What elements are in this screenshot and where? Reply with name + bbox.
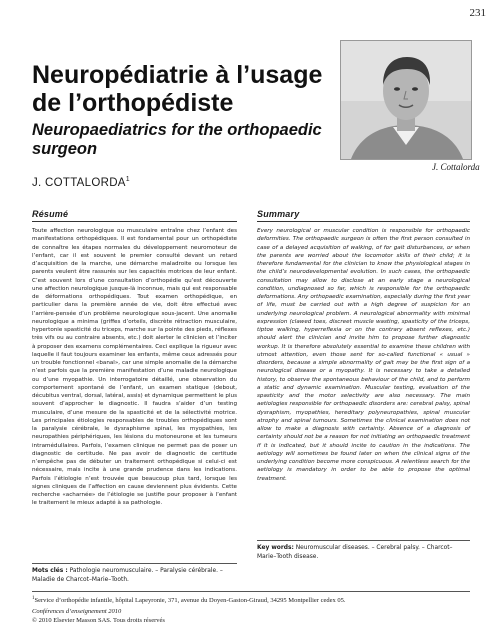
keywords-en-separator — [257, 540, 470, 541]
resume-heading-rule — [32, 221, 237, 222]
page-number: 231 — [469, 7, 486, 19]
resume-heading: Résumé — [32, 209, 69, 219]
author-portrait-image — [341, 41, 471, 159]
affiliation-footnote — [32, 594, 470, 605]
summary-text: Every neurological or muscular condition is responsible for orthopaedic deformities. The orthopaedic surgeon is often the first person consulted in case of a delayed acquisition of walking, of for gait disturbances, or when the parents are worried about the locomotor skills of their child; it is therefore fundamental for the clinician to know the physiological stages in the child’s neurodevelopmental evolution. In such cases, the orthopaedic consultation may allow to disclose at an early stage a neurological condition, undiagnosed so far, which is responsible for the orthopaedic deformations. Any orthopaedic examination, especially during the first year of life, must be carried out with a high degree of suspicion for an underlying neurological problem. A neurological abnormality with minimal expression (clawed toes, discreet muscle wasting, spasticity of the triceps, tiptoe walking, hyperreflexia or on the contrary absent reflexes, etc.) should alert the clinician and invite him to propose further diagnostic workup. It is therefore absolutely essential to examine these children with utmost attention, even those sent for so-called functional « usual » disorders, because a simple abnormality of gait may be the first sign of a neurological disease or a myopathy. It is necessary to take a detailed history, to observe the spontaneous behaviour of the child, and to perform a static and dynamic examination. Muscular testing, evaluation of the spasticity and the motor selectivity are also necessary. The main aetiologies responsible for orthopaedic disorders are: cerebral palsy, spinal dysraphism, myopathies, hereditary polyneuropathies, spinal muscular atrophy and spinal tumours. Sometimes the clinical examination does not allow to make a diagnosis with certainty. Absence of a diagnosis of certainty should not be a reason for not initiating an orthopaedic treatment if it is indicated, but it should incite to caution in the indications. The aetiology will sometimes be found later on when the clinical signs of the underlying condition become more conspicuous. A relentless search for the aetiology is mandatory in order to be able to propose the optimal treatment. — [257, 228, 470, 482]
footnote-text: Service d’orthopédie infantile, hôpital Lapeyronie, 371, avenue du Doyen-Gaston-Giraud, 34295 Montpellier cedex 05. — [34, 597, 346, 605]
author-affiliation-mark: 1 — [125, 176, 130, 183]
article-title: Neuropédiatrie à l’usage de l’orthopédiste — [32, 61, 323, 117]
keywords-fr-separator — [32, 563, 237, 564]
keywords-fr-text: Pathologie neuromusculaire. – Paralysie cérébrale. – Maladie de Charcot–Marie–Tooth. — [32, 568, 223, 583]
keywords-en-text: Neuromuscular diseases. – Cerebral palsy. – Charcot–Marie–Tooth disease. — [257, 545, 453, 560]
footnote-rule — [32, 591, 470, 592]
keywords-en-label: Key words: — [257, 545, 294, 551]
author-line — [32, 176, 130, 189]
article-subtitle: Neuropaediatrics for the orthopaedic surgeon — [32, 121, 322, 158]
author-photo — [340, 40, 472, 160]
summary-heading: Summary — [257, 209, 300, 219]
photo-caption: J. Cottalorda — [432, 162, 480, 172]
summary-heading-rule — [257, 221, 470, 222]
footnote-mark: 1 — [32, 596, 35, 601]
copyright-notice: © 2010 Elsevier Masson SAS. Tous droits réservés — [32, 617, 165, 624]
author-name: J. COTTALORDA — [32, 176, 126, 189]
resume-text: Toute affection neurologique ou musculaire entraîne chez l’enfant des manifestations orthopédiques. Il est fondamental pour un orthopédiste de connaître les étapes normales du développement neuromoteur de l’enfant, car il est souvent le premier consulté devant un retard d’acquisition de la marche, une démarche maladroite ou lorsque les parents veulent être rassurés sur les capacités motrices de leur enfant. C’est souvent lors d’une consultation d’orthopédie qu’est découverte une affection neurologique jusque-là inconnue, mais qui est responsable de déformations orthopédiques. Tout examen orthopédique, en particulier dans la première année de vie, doit être effectué avec l’arrière-pensée d’un problème neurologique sous-jacent. Une anomalie neurologique a minima (griffes d’orteils, discrète rétraction musculaire, hypertonie spasticité du triceps, marche sur la pointe des pieds, réflexes très vifs ou au contraire absents, etc.) doit alerter le clinicien et l’inciter à proposer des examens complémentaires. Ceci explique la rigueur avec laquelle il faut toujours examiner les enfants, même ceux adressés pour un trouble fonctionnel «banal», car une simple anomalie de la démarche n’est parfois que la première manifestation d’une maladie neurologique ou d’une myopathie. Un interrogatoire détaillé, une observation du comportement spontané de l’enfant, un examen statique (debout, décubitus ventral, dorsal, latéral, assis) et dynamique permettent le plus souvent d’approcher le diagnostic. Il faudra s’aider d’un testing musculaire, d’une mesure de la spasticité et de la sélectivité motrice. Les principales étiologies responsables de troubles orthopédiques sont la paralysie cérébrale, le dysraphisme spinal, les myopathies, les neuropathies périphériques, les lésions du motoneurone et les tumeurs intramédullaires. Parfois, l’examen clinique ne permet pas de poser un diagnostic de certitude. Ne pas avoir de diagnostic de certitude n’empêche pas de débuter un traitement orthopédique si celui-ci est nécessaire, mais incite à une grande prudence dans les indications. Parfois l’étiologie n’est trouvée que beaucoup plus tard, lorsque les signes cliniques de l’affection en cause deviennent plus évidents. Cette recherche «acharnée» de l’étiologie se justifie pour proposer à l’enfant le traitement le mieux adapté à sa pathologie. — [32, 228, 237, 507]
keywords-en — [257, 544, 470, 562]
keywords-fr-label: Mots clés : — [32, 568, 68, 574]
journal-name: Conférences d’enseignement 2010 — [32, 608, 122, 615]
keywords-fr — [32, 567, 237, 585]
